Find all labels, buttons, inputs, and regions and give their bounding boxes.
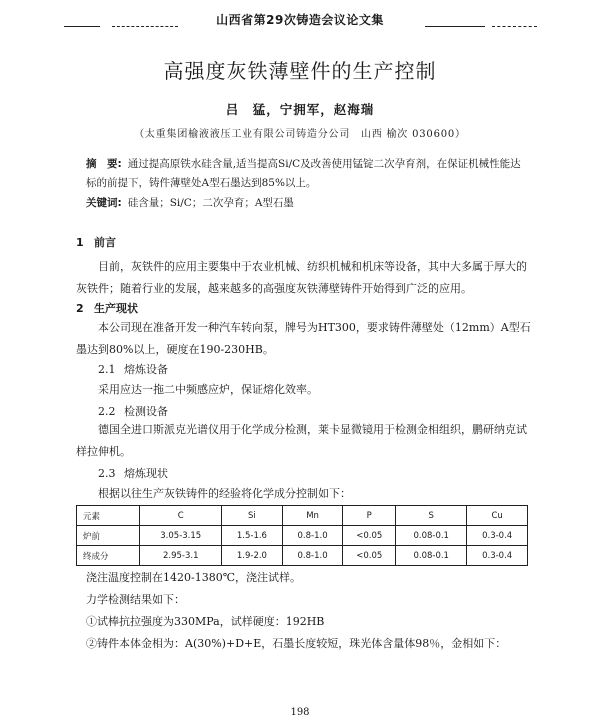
subsection-number: 2.2: [98, 405, 116, 418]
melting-equipment-text: 采用应达一拖二中频感应炉，保证熔化效率。: [98, 383, 318, 396]
table-cell: 1.9-2.0: [222, 546, 283, 566]
subsection-number: 2.3: [98, 467, 116, 480]
subsection-title: 检测设备: [124, 405, 168, 418]
subsection-title: 熔炼现状: [124, 467, 168, 480]
table-cell: <0.05: [343, 526, 396, 546]
status-paragraph: 本公司现在准备开发一种汽车转向泵，牌号为HT300，要求铸件薄壁处（12mm）A型石墨达到80%以上，硬度在190-230HB。: [76, 321, 531, 356]
subsection-title: 熔炼设备: [124, 363, 168, 376]
composition-table: [76, 505, 528, 566]
subsection-number: 2.1: [98, 363, 116, 376]
keywords-text: 硅含量；Si/C；二次孕育；A型石墨: [127, 197, 294, 209]
section-title: 前言: [94, 236, 116, 249]
table-cell: <0.05: [343, 546, 396, 566]
author-list: 吕 猛，宁拥军，赵海瑞: [225, 102, 375, 117]
affiliation: （太重集团榆液液压工业有限公司铸造分公司 山西 榆次 030600）: [134, 129, 466, 140]
table-cell: 终成分: [77, 546, 140, 566]
table-header-cell: Mn: [282, 506, 343, 526]
section-heading-intro: [76, 234, 116, 250]
subsection-heading-testing-equipment: [98, 403, 168, 419]
table-cell: 0.8-1.0: [282, 526, 343, 546]
table-header-cell: P: [343, 506, 396, 526]
table-header-cell: S: [396, 506, 467, 526]
table-cell: 0.08-0.1: [396, 526, 467, 546]
table-header-cell: Si: [222, 506, 283, 526]
header-rule-right: [425, 26, 485, 27]
page-number: 198: [290, 707, 310, 718]
testing-equipment-paragraph: 德国全进口斯派克光谱仪用于化学成分检测，莱卡显微镜用于检测金相组织，鹏研纳克试样拉伸机。: [76, 423, 527, 458]
result-item-2: ②铸件本体金相为：A(30%)+D+E，石墨长度较短，珠光体含量体98％，金相如下：: [86, 637, 507, 650]
abstract-label: 摘 要:: [86, 158, 122, 170]
mechanical-results-intro: 力学检测结果如下：: [86, 593, 185, 606]
table-row: [77, 526, 528, 546]
keywords: [86, 195, 526, 210]
table-cell: 1.5-1.6: [222, 526, 283, 546]
table-cell: 3.05-3.15: [140, 526, 222, 546]
table-cell: 0.8-1.0: [282, 546, 343, 566]
table-cell: 炉前: [77, 526, 140, 546]
section-heading-status: [76, 300, 138, 316]
result-item-1: ①试棒抗拉强度为330MPa，试样硬度：192HB: [86, 615, 325, 628]
section-title: 生产现状: [94, 302, 138, 315]
pour-temperature-text: 浇注温度控制在1420-1380℃，浇注试样。: [86, 571, 302, 584]
abstract-text: 通过提高原铁水硅含量,适当提高Si/C及改善使用锰锭二次孕育剂，在保证机械性能达标的前提下，铸件薄壁处A型石墨达到85%以上。: [86, 158, 521, 189]
header-rule-right-dash: [492, 26, 537, 27]
intro-paragraph: 目前，灰铁件的应用主要集中于农业机械、纺织机械和机床等设备，其中大多属于厚大的灰铁件；随着行业的发展，越来越多的高强度灰铁薄壁铸件开始得到广泛的应用。: [76, 260, 527, 295]
keywords-label: 关键词:: [86, 197, 122, 209]
subsection-heading-melting-status: [98, 465, 168, 481]
section-number: 1: [76, 236, 84, 249]
table-row: [77, 546, 528, 566]
table-header-row: [77, 506, 528, 526]
table-header-cell: 元素: [77, 506, 140, 526]
table-cell: 0.3-0.4: [467, 526, 528, 546]
table-cell: 2.95-3.1: [140, 546, 222, 566]
composition-intro: 根据以往生产灰铁铸件的经验将化学成分控制如下：: [98, 487, 351, 500]
table-cell: 0.3-0.4: [467, 546, 528, 566]
section-number: 2: [76, 302, 84, 315]
paper-title: 高强度灰铁薄壁件的生产控制: [163, 59, 437, 83]
running-head: 山西省第29次铸造会议论文集: [216, 13, 384, 27]
subsection-heading-melting-equipment: [98, 361, 168, 377]
table-cell: 0.08-0.1: [396, 546, 467, 566]
abstract: [86, 155, 526, 193]
table-header-cell: C: [140, 506, 222, 526]
table-header-cell: Cu: [467, 506, 528, 526]
